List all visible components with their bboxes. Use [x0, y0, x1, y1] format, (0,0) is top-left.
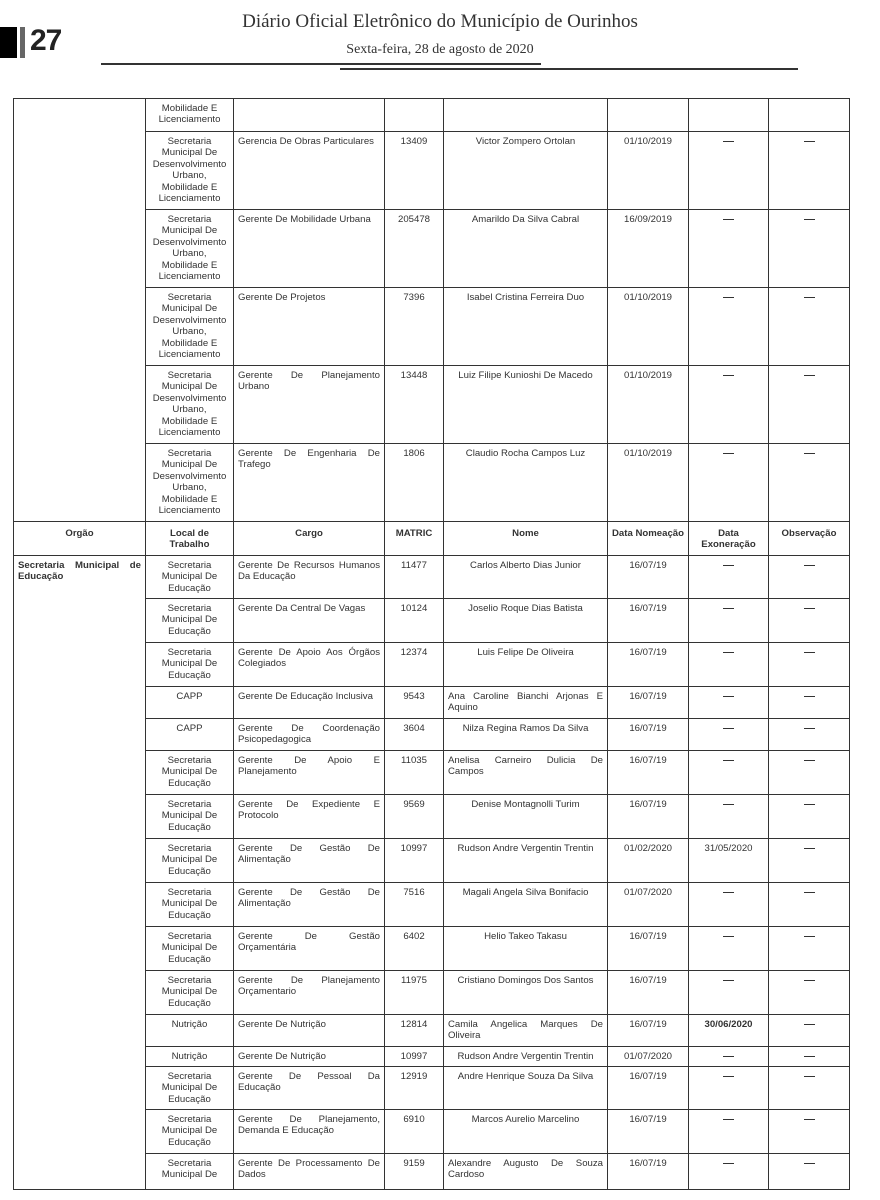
local-cell: Secretaria Municipal De Educação — [146, 556, 234, 599]
nomeacao-cell: 16/07/19 — [608, 599, 689, 643]
observacao-cell — [769, 1154, 850, 1190]
matric-cell: 9159 — [385, 1154, 444, 1190]
cargo-cell: Gerente De Apoio Aos Órgãos Colegiados — [234, 643, 385, 687]
dash-mark — [804, 608, 815, 610]
dash-mark — [723, 980, 734, 982]
exoneracao-cell — [689, 1110, 769, 1154]
nomeacao-cell: 01/07/2020 — [608, 1047, 689, 1067]
cargo-cell: Gerente De Nutrição — [234, 1047, 385, 1067]
observacao-cell — [769, 971, 850, 1015]
column-header: Observação — [769, 522, 850, 556]
matric-cell: 7396 — [385, 288, 444, 366]
local-cell: Nutrição — [146, 1015, 234, 1047]
local-cell: Secretaria Municipal De Educação — [146, 1067, 234, 1110]
nome-cell: Victor Zompero Ortolan — [444, 132, 608, 210]
observacao-cell — [769, 839, 850, 883]
dash-mark — [804, 728, 815, 730]
dash-mark — [723, 696, 734, 698]
exoneracao-cell — [689, 366, 769, 444]
cargo-cell: Gerente De Gestão De Alimentação — [234, 839, 385, 883]
nomeacao-cell: 01/10/2019 — [608, 444, 689, 522]
dash-mark — [804, 1163, 815, 1165]
exoneracao-cell — [689, 719, 769, 751]
nome-cell: Luiz Filipe Kunioshi De Macedo — [444, 366, 608, 444]
table-header-row — [14, 522, 850, 556]
nome-cell: Carlos Alberto Dias Junior — [444, 556, 608, 599]
cargo-cell: Gerente De Planejamento Orçamentario — [234, 971, 385, 1015]
dash-mark — [804, 141, 815, 143]
dash-mark — [723, 728, 734, 730]
cargo-cell: Gerente De Planejamento Urbano — [234, 366, 385, 444]
exoneracao-cell — [689, 751, 769, 795]
nome-cell: Rudson Andre Vergentin Trentin — [444, 839, 608, 883]
local-cell: Nutrição — [146, 1047, 234, 1067]
local-cell: Secretaria Municipal De Desenvolvimento Urbano, Mobilidade E Licenciamento — [146, 210, 234, 288]
dash-mark — [723, 804, 734, 806]
matric-cell: 10997 — [385, 1047, 444, 1067]
column-header: MATRIC — [385, 522, 444, 556]
exoneracao-cell — [689, 1047, 769, 1067]
local-cell: Secretaria Municipal De Educação — [146, 971, 234, 1015]
column-header: Nome — [444, 522, 608, 556]
column-header: Data Exoneração — [689, 522, 769, 556]
exoneracao-cell — [689, 795, 769, 839]
nomeacao-cell: 16/07/19 — [608, 927, 689, 971]
observacao-cell — [769, 599, 850, 643]
dash-mark — [804, 1119, 815, 1121]
nome-cell: Joselio Roque Dias Batista — [444, 599, 608, 643]
appointments-table — [13, 98, 850, 1190]
nome-cell: Nilza Regina Ramos Da Silva — [444, 719, 608, 751]
dash-mark — [804, 848, 815, 850]
dash-mark — [723, 219, 734, 221]
observacao-cell — [769, 444, 850, 522]
nome-cell: Claudio Rocha Campos Luz — [444, 444, 608, 522]
local-cell: Secretaria Municipal De Educação — [146, 839, 234, 883]
dash-mark — [804, 892, 815, 894]
observacao-cell — [769, 288, 850, 366]
nomeacao-cell: 01/07/2020 — [608, 883, 689, 927]
nomeacao-cell: 16/07/19 — [608, 751, 689, 795]
nome-cell: Andre Henrique Souza Da Silva — [444, 1067, 608, 1110]
empty-cell — [689, 99, 769, 132]
matric-cell: 205478 — [385, 210, 444, 288]
dash-mark — [804, 936, 815, 938]
nome-cell: Helio Takeo Takasu — [444, 927, 608, 971]
observacao-cell — [769, 1047, 850, 1067]
matric-cell: 7516 — [385, 883, 444, 927]
nomeacao-cell: 16/07/19 — [608, 719, 689, 751]
observacao-cell — [769, 210, 850, 288]
matric-cell: 10997 — [385, 839, 444, 883]
nomeacao-cell: 16/07/19 — [608, 971, 689, 1015]
matric-cell: 9543 — [385, 687, 444, 719]
nome-cell: Marcos Aurelio Marcelino — [444, 1110, 608, 1154]
nome-cell: Rudson Andre Vergentin Trentin — [444, 1047, 608, 1067]
nomeacao-cell: 16/07/19 — [608, 1110, 689, 1154]
nomeacao-cell: 01/10/2019 — [608, 366, 689, 444]
exoneracao-cell — [689, 1067, 769, 1110]
local-cell: CAPP — [146, 719, 234, 751]
nomeacao-cell: 16/07/19 — [608, 643, 689, 687]
page-number: 27 — [30, 24, 62, 57]
nome-cell: Denise Montagnolli Turim — [444, 795, 608, 839]
publication-date: Sexta-feira, 28 de agosto de 2020 — [346, 42, 534, 57]
nomeacao-cell: 01/10/2019 — [608, 288, 689, 366]
cargo-cell: Gerente De Projetos — [234, 288, 385, 366]
nomeacao-cell: 01/10/2019 — [608, 132, 689, 210]
nome-cell: Camila Angelica Marques De Oliveira — [444, 1015, 608, 1047]
matric-cell: 11035 — [385, 751, 444, 795]
dash-mark — [723, 760, 734, 762]
dash-mark — [723, 453, 734, 455]
nome-cell: Amarildo Da Silva Cabral — [444, 210, 608, 288]
nomeacao-cell: 16/07/19 — [608, 1015, 689, 1047]
cargo-cell: Gerente De Nutrição — [234, 1015, 385, 1047]
orgao-cell: Secretaria Municipal de Educação — [14, 556, 146, 1190]
exoneracao-cell — [689, 971, 769, 1015]
cargo-cell: Gerente De Gestão Orçamentária — [234, 927, 385, 971]
dash-mark — [804, 1024, 815, 1026]
cargo-cell: Gerente De Apoio E Planejamento — [234, 751, 385, 795]
dash-mark — [804, 375, 815, 377]
matric-cell: 10124 — [385, 599, 444, 643]
column-header: Local de Trabalho — [146, 522, 234, 556]
dash-mark — [723, 652, 734, 654]
dash-mark — [723, 141, 734, 143]
nomeacao-cell: 16/09/2019 — [608, 210, 689, 288]
matric-cell: 12919 — [385, 1067, 444, 1110]
exoneracao-cell — [689, 599, 769, 643]
table-row — [14, 556, 850, 599]
dash-mark — [723, 608, 734, 610]
dash-mark — [723, 1056, 734, 1058]
nomeacao-cell: 16/07/19 — [608, 1067, 689, 1110]
nome-cell: Anelisa Carneiro Dulicia De Campos — [444, 751, 608, 795]
dash-mark — [804, 804, 815, 806]
dash-mark — [804, 696, 815, 698]
nomeacao-cell: 16/07/19 — [608, 556, 689, 599]
local-cell: Secretaria Municipal De Educação — [146, 927, 234, 971]
nome-cell: Luis Felipe De Oliveira — [444, 643, 608, 687]
cargo-cell: Gerente De Mobilidade Urbana — [234, 210, 385, 288]
column-header: Data Nomeação — [608, 522, 689, 556]
dash-mark — [723, 565, 734, 567]
dash-mark — [804, 980, 815, 982]
observacao-cell — [769, 795, 850, 839]
exoneracao-cell — [689, 210, 769, 288]
table-row — [14, 99, 850, 132]
dash-mark — [804, 652, 815, 654]
dash-mark — [804, 219, 815, 221]
local-cell: Secretaria Municipal De Desenvolvimento Urbano, Mobilidade E Licenciamento — [146, 288, 234, 366]
local-cell: Secretaria Municipal De — [146, 1154, 234, 1190]
nome-cell: Isabel Cristina Ferreira Duo — [444, 288, 608, 366]
cargo-cell: Gerente De Processamento De Dados — [234, 1154, 385, 1190]
observacao-cell — [769, 643, 850, 687]
header-rule-top — [101, 63, 541, 65]
observacao-cell — [769, 366, 850, 444]
cargo-cell: Gerente De Pessoal Da Educação — [234, 1067, 385, 1110]
local-cell: Secretaria Municipal De Educação — [146, 1110, 234, 1154]
exoneracao-cell: 31/05/2020 — [689, 839, 769, 883]
matric-cell: 6910 — [385, 1110, 444, 1154]
cargo-cell: Gerente De Engenharia De Trafego — [234, 444, 385, 522]
local-cell: Secretaria Municipal De Desenvolvimento Urbano, Mobilidade E Licenciamento — [146, 132, 234, 210]
empty-cell — [234, 99, 385, 132]
nomeacao-cell: 16/07/19 — [608, 795, 689, 839]
dash-mark — [804, 297, 815, 299]
matric-cell: 6402 — [385, 927, 444, 971]
exoneracao-cell — [689, 883, 769, 927]
exoneracao-cell — [689, 1154, 769, 1190]
cargo-cell: Gerente De Planejamento, Demanda E Educação — [234, 1110, 385, 1154]
exoneracao-cell — [689, 288, 769, 366]
dash-mark — [723, 297, 734, 299]
matric-cell: 9569 — [385, 795, 444, 839]
exoneracao-cell — [689, 444, 769, 522]
dash-mark — [723, 1163, 734, 1165]
local-cell: Secretaria Municipal De Educação — [146, 751, 234, 795]
matric-cell: 13409 — [385, 132, 444, 210]
orgao-cell — [14, 99, 146, 522]
dash-mark — [804, 1056, 815, 1058]
matric-cell: 11975 — [385, 971, 444, 1015]
cargo-cell: Gerente De Expediente E Protocolo — [234, 795, 385, 839]
observacao-cell — [769, 687, 850, 719]
exoneracao-cell: 30/06/2020 — [689, 1015, 769, 1047]
dash-mark — [723, 375, 734, 377]
nomeacao-cell: 01/02/2020 — [608, 839, 689, 883]
dash-mark — [804, 565, 815, 567]
observacao-cell — [769, 132, 850, 210]
matric-cell: 13448 — [385, 366, 444, 444]
cargo-cell: Gerente Da Central De Vagas — [234, 599, 385, 643]
gazette-title: Diário Oficial Eletrônico do Município de Ourinhos — [242, 11, 638, 32]
nome-cell: Alexandre Augusto De Souza Cardoso — [444, 1154, 608, 1190]
dash-mark — [723, 1076, 734, 1078]
dash-mark — [804, 760, 815, 762]
local-cell: Secretaria Municipal De Educação — [146, 599, 234, 643]
dash-mark — [723, 892, 734, 894]
dash-mark — [723, 1119, 734, 1121]
cargo-cell: Gerencia De Obras Particulares — [234, 132, 385, 210]
nomeacao-cell: 16/07/19 — [608, 687, 689, 719]
observacao-cell — [769, 883, 850, 927]
dash-mark — [804, 1076, 815, 1078]
local-cell: Mobilidade E Licenciamento — [146, 99, 234, 132]
local-cell: Secretaria Municipal De Educação — [146, 643, 234, 687]
exoneracao-cell — [689, 687, 769, 719]
observacao-cell — [769, 719, 850, 751]
exoneracao-cell — [689, 132, 769, 210]
cargo-cell: Gerente De Educação Inclusiva — [234, 687, 385, 719]
matric-cell: 3604 — [385, 719, 444, 751]
nome-cell: Magali Angela Silva Bonifacio — [444, 883, 608, 927]
nomeacao-cell: 16/07/19 — [608, 1154, 689, 1190]
observacao-cell — [769, 751, 850, 795]
dash-mark — [804, 453, 815, 455]
observacao-cell — [769, 1110, 850, 1154]
cargo-cell: Gerente De Gestão De Alimentação — [234, 883, 385, 927]
observacao-cell — [769, 556, 850, 599]
exoneracao-cell — [689, 927, 769, 971]
matric-cell: 12814 — [385, 1015, 444, 1047]
empty-cell — [769, 99, 850, 132]
column-header: Cargo — [234, 522, 385, 556]
local-cell: CAPP — [146, 687, 234, 719]
matric-cell: 11477 — [385, 556, 444, 599]
local-cell: Secretaria Municipal De Educação — [146, 883, 234, 927]
cargo-cell: Gerente De Coordenação Psicopedagogica — [234, 719, 385, 751]
header-rule-bottom — [340, 68, 798, 70]
empty-cell — [608, 99, 689, 132]
dash-mark — [723, 936, 734, 938]
exoneracao-cell — [689, 643, 769, 687]
matric-cell: 12374 — [385, 643, 444, 687]
local-cell: Secretaria Municipal De Desenvolvimento Urbano, Mobilidade E Licenciamento — [146, 366, 234, 444]
empty-cell — [385, 99, 444, 132]
nome-cell: Cristiano Domingos Dos Santos — [444, 971, 608, 1015]
column-header: Orgão — [14, 522, 146, 556]
observacao-cell — [769, 1067, 850, 1110]
empty-cell — [444, 99, 608, 132]
matric-cell: 1806 — [385, 444, 444, 522]
local-cell: Secretaria Municipal De Desenvolvimento Urbano, Mobilidade E Licenciamento — [146, 444, 234, 522]
cargo-cell: Gerente De Recursos Humanos Da Educação — [234, 556, 385, 599]
observacao-cell — [769, 1015, 850, 1047]
observacao-cell — [769, 927, 850, 971]
exoneracao-cell — [689, 556, 769, 599]
local-cell: Secretaria Municipal De Educação — [146, 795, 234, 839]
nome-cell: Ana Caroline Bianchi Arjonas E Aquino — [444, 687, 608, 719]
